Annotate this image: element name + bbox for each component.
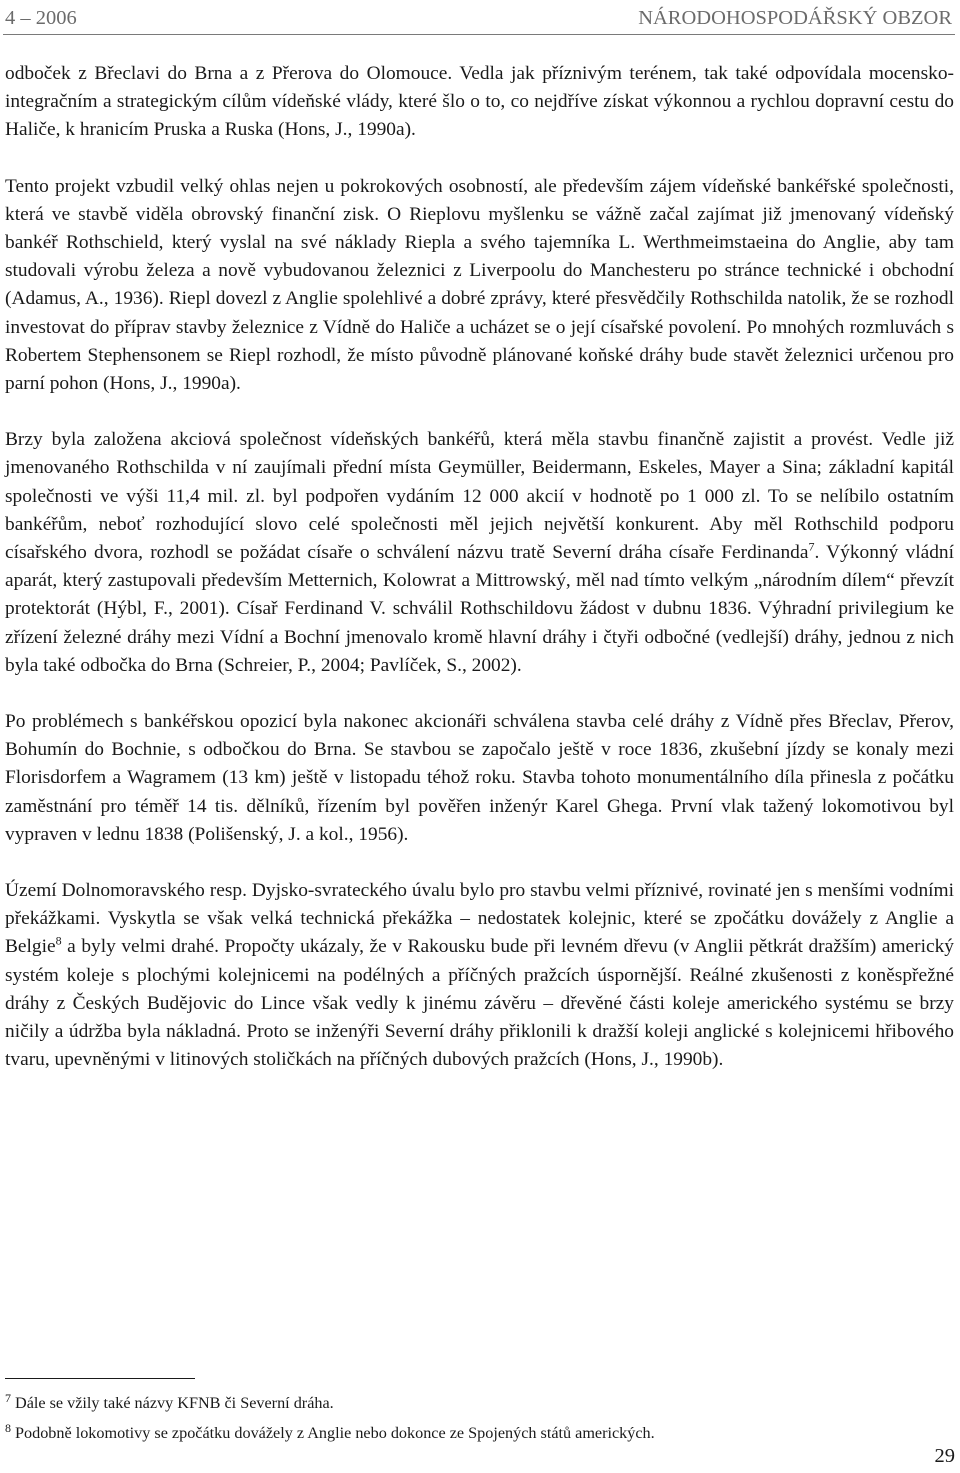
paragraph xyxy=(5,60,954,145)
paragraph-text: . Výkonný vládní aparát, který zastupovali především Metternich, Kolowrat a Mittrowský, měl nad tímto velkým „národním dílem“ převzít protektorát (Hýbl, F., 2001). Císař Ferdinand V. schválil Rothschildovu žádost v dubnu 1836. Výhradní privilegium ke zřízení železné dráhy mezi Vídní a Bochní jmenovalo kromě hlavní dráhy i čtyři odbočné (vedlejší) dráhy, jednou z nich byla také odbočka do Brna (Schreier, P., 2004; Pavlíček, S., 2002). xyxy=(5,542,954,676)
paragraph xyxy=(5,708,954,849)
footnote-ref-7[interactable]: 7 xyxy=(808,539,815,554)
paragraph xyxy=(5,173,954,399)
paragraph-text: Po problémech s bankéřskou opozicí byla nakonec akcionáři schválena stavba celé dráhy z Vídně přes Břeclav, Přerov, Bohumín do Bochnie, s odbočkou do Brna. Se stavbou se započalo ještě v roce 1836, zkušební jízdy se konaly mezi Florisdorfem a Wagramem (13 km) ještě v listopadu téhož roku. Stavba tohoto monumentálního díla přinesla z počátku zaměstnání pro téměř 14 tis. dělníků, řízením byl pověřen inženýr Karel Ghega. První vlak tažený lokomotivou byl vypraven v lednu 1838 (Polišenský, J. a kol., 1956). xyxy=(5,711,954,845)
running-header xyxy=(5,4,952,34)
paragraph-text: Brzy byla založena akciová společnost vídeňských bankéřů, která měla stavbu finančně zajistit a provést. Vedle již jmenovaného Rothschilda v ní zaujímali přední místa Geymüller, Beidermann, Eskeles, Mayer a Sina; základní kapitál společnosti ve výši 11,4 mil. zl. byl podpořen vydáním 12 000 akcií v hodnotě po 1 000 zl. To se nelíbilo ostatním bankéřům, neboť rozhodující slovo celé společnosti měl jejich největší konkurent. Aby měl Rothschild podporu císařského dvora, rozhodl se požádat císaře o schválení názvu tratě Severní dráha císaře Ferdinanda xyxy=(5,429,954,564)
paragraph xyxy=(5,877,954,1074)
paragraph-text: odboček z Břeclavi do Brna a z Přerova do Olomouce. Vedla jak příznivým terénem, tak také odpovídala mocensko-integračním a strategickým cílům vídeňské vlády, které šlo o to, co nejdříve získat výkonnou a rychlou dopravní cestu do Haliče, k hranicím Pruska a Ruska (Hons, J., 1990a). xyxy=(5,63,954,141)
page-number: 29 xyxy=(934,1445,955,1467)
footnote-8 xyxy=(5,1418,954,1448)
footnote-divider xyxy=(5,1378,195,1379)
footnote-text: Dále se vžily také názvy KFNB či Severní dráha. xyxy=(15,1394,334,1412)
footnote-ref-8[interactable]: 8 xyxy=(55,934,62,949)
paragraph-text: a byly velmi drahé. Propočty ukázaly, že v Rakousku bude při levném dřevu (v Anglii pětkrát dražším) americký systém koleje s plochými kolejnicemi na podélných a příčných pražcích úspornější. Reálné zkušenosti z koněspřežné dráhy z Českých Budějovic do Lince však vedly k jinému závěru – dřevěné části koleje amerického systému se brzy ničily a údržba byla nákladná. Proto se inženýři Severní dráhy přiklonili k dražší koleji anglické s kolejnicemi hřibového tvaru, upevněnými v litinových stoličkách na příčných dubových pražcích (Hons, J., 1990b). xyxy=(5,936,954,1071)
journal-title: NÁRODOHOSPODÁŘSKÝ OBZOR xyxy=(638,7,952,29)
paragraph xyxy=(5,426,954,680)
article-body xyxy=(5,60,954,1103)
footnote-text: Podobně lokomotivy se zpočátku dovážely z Anglie nebo dokonce ze Spojených států amerických. xyxy=(15,1424,655,1442)
footnote-7 xyxy=(5,1388,954,1418)
header-divider xyxy=(3,34,955,35)
paragraph-text: Tento projekt vzbudil velký ohlas nejen u pokrokových osobností, ale především zájem vídeňské bankéřské společnosti, která ve stavbě viděla obrovský finanční zisk. O Rieplovu myšlenku se vážně začal zajímat již jmenovaný vídeňský bankéř Rothschield, který vyslal na své náklady Riepla a svého tajemníka L. Werthmeimstaeina do Anglie, aby tam studovali výrobu železa a nově vybudovanou železnici z Liverpoolu do Manchesteru po stránce technické i obchodní (Adamus, A., 1936). Riepl dovezl z Anglie spolehlivé a dobré zprávy, které přesvědčily Rothschilda natolik, že se rozhodl investovat do příprav stavby železnice z Vídně do Haliče a ucházet se o její císařské povolení. Po mnohých rozmluvách s Robertem Stephensonem se Riepl rozhodl, že místo původně plánované koňské dráhy bude stavět železnici určenou pro parní pohon (Hons, J., 1990a). xyxy=(5,175,954,395)
issue-label: 4 – 2006 xyxy=(5,7,77,29)
footnote-number: 8 xyxy=(5,1420,11,1435)
paragraph-text: Území Dolnomoravského resp. Dyjsko-svrateckého úvalu bylo pro stavbu velmi příznivé, rovinaté jen s menšími vodními překážkami. Vyskytla se však velká technická překážka – nedostatek kolejnic, které se zpočátku dovážely z Anglie a Belgie xyxy=(5,880,954,958)
footnotes xyxy=(5,1388,954,1448)
footnote-number: 7 xyxy=(5,1390,11,1405)
